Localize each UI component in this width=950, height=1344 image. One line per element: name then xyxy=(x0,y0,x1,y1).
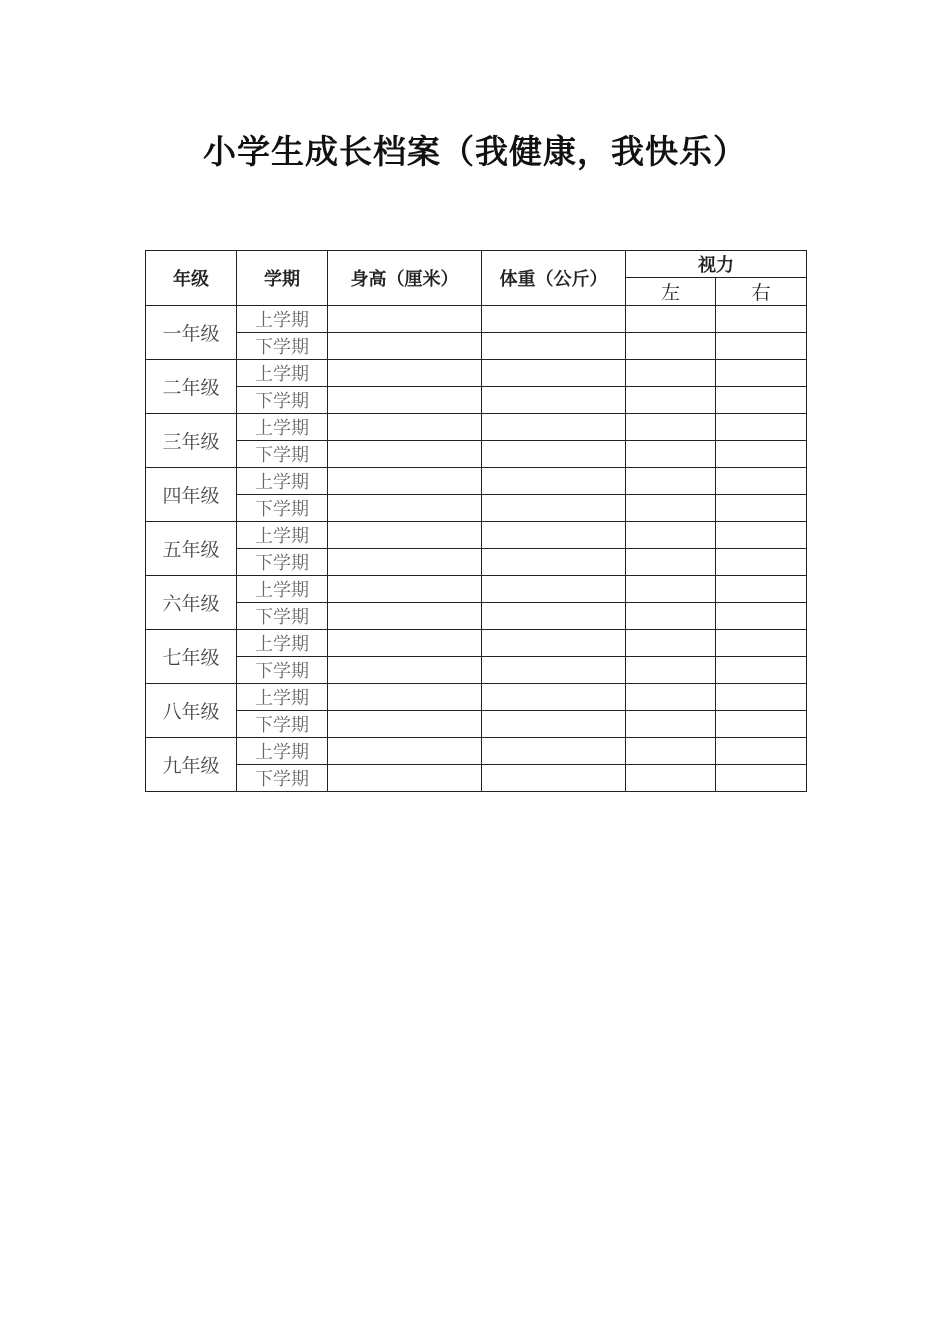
vision-left-cell[interactable] xyxy=(626,414,716,441)
weight-cell[interactable] xyxy=(482,306,626,333)
term-cell: 上学期 xyxy=(237,684,328,711)
height-cell[interactable] xyxy=(328,441,482,468)
grade-cell: 一年级 xyxy=(146,306,237,360)
growth-record-table xyxy=(145,250,807,792)
vision-left-cell[interactable] xyxy=(626,441,716,468)
grade-cell: 七年级 xyxy=(146,630,237,684)
term-cell: 下学期 xyxy=(237,657,328,684)
table-row xyxy=(146,387,807,414)
height-cell[interactable] xyxy=(328,468,482,495)
term-cell: 下学期 xyxy=(237,711,328,738)
weight-cell[interactable] xyxy=(482,414,626,441)
table-row xyxy=(146,603,807,630)
height-cell[interactable] xyxy=(328,603,482,630)
vision-right-cell[interactable] xyxy=(716,495,807,522)
vision-left-cell[interactable] xyxy=(626,711,716,738)
weight-cell[interactable] xyxy=(482,495,626,522)
weight-cell[interactable] xyxy=(482,387,626,414)
term-cell: 下学期 xyxy=(237,549,328,576)
grade-cell: 二年级 xyxy=(146,360,237,414)
table-row xyxy=(146,684,807,711)
table-row xyxy=(146,306,807,333)
header-term: 学期 xyxy=(237,251,328,306)
term-cell: 上学期 xyxy=(237,576,328,603)
vision-left-cell[interactable] xyxy=(626,603,716,630)
height-cell[interactable] xyxy=(328,414,482,441)
height-cell[interactable] xyxy=(328,738,482,765)
vision-left-cell[interactable] xyxy=(626,468,716,495)
table-row xyxy=(146,630,807,657)
vision-right-cell[interactable] xyxy=(716,306,807,333)
table-row xyxy=(146,657,807,684)
vision-left-cell[interactable] xyxy=(626,306,716,333)
vision-right-cell[interactable] xyxy=(716,576,807,603)
table-row xyxy=(146,414,807,441)
vision-right-cell[interactable] xyxy=(716,711,807,738)
weight-cell[interactable] xyxy=(482,765,626,792)
height-cell[interactable] xyxy=(328,522,482,549)
weight-cell[interactable] xyxy=(482,630,626,657)
vision-right-cell[interactable] xyxy=(716,738,807,765)
weight-cell[interactable] xyxy=(482,711,626,738)
weight-cell[interactable] xyxy=(482,684,626,711)
grade-cell: 三年级 xyxy=(146,414,237,468)
vision-right-cell[interactable] xyxy=(716,468,807,495)
vision-left-cell[interactable] xyxy=(626,576,716,603)
term-cell: 上学期 xyxy=(237,306,328,333)
weight-cell[interactable] xyxy=(482,522,626,549)
table-row xyxy=(146,441,807,468)
term-cell: 下学期 xyxy=(237,441,328,468)
table-row xyxy=(146,549,807,576)
term-cell: 下学期 xyxy=(237,333,328,360)
vision-left-cell[interactable] xyxy=(626,522,716,549)
table-row xyxy=(146,468,807,495)
vision-right-cell[interactable] xyxy=(716,414,807,441)
height-cell[interactable] xyxy=(328,765,482,792)
vision-right-cell[interactable] xyxy=(716,657,807,684)
height-cell[interactable] xyxy=(328,495,482,522)
table-row xyxy=(146,711,807,738)
vision-left-cell[interactable] xyxy=(626,657,716,684)
vision-right-cell[interactable] xyxy=(716,684,807,711)
vision-right-cell[interactable] xyxy=(716,387,807,414)
vision-left-cell[interactable] xyxy=(626,549,716,576)
grade-cell: 八年级 xyxy=(146,684,237,738)
term-cell: 下学期 xyxy=(237,603,328,630)
height-cell[interactable] xyxy=(328,333,482,360)
header-vision: 视力 xyxy=(626,251,807,278)
header-vision-left: 左 xyxy=(626,278,716,306)
table-row xyxy=(146,360,807,387)
height-cell[interactable] xyxy=(328,711,482,738)
table-row xyxy=(146,333,807,360)
term-cell: 上学期 xyxy=(237,738,328,765)
vision-right-cell[interactable] xyxy=(716,360,807,387)
term-cell: 下学期 xyxy=(237,495,328,522)
weight-cell[interactable] xyxy=(482,738,626,765)
weight-cell[interactable] xyxy=(482,576,626,603)
term-cell: 上学期 xyxy=(237,414,328,441)
height-cell[interactable] xyxy=(328,576,482,603)
height-cell[interactable] xyxy=(328,657,482,684)
vision-left-cell[interactable] xyxy=(626,765,716,792)
document-title: 小学生成长档案（我健康，我快乐） xyxy=(203,132,747,171)
vision-right-cell[interactable] xyxy=(716,441,807,468)
vision-right-cell[interactable] xyxy=(716,333,807,360)
header-height: 身高（厘米） xyxy=(328,251,482,306)
term-cell: 下学期 xyxy=(237,765,328,792)
table-row xyxy=(146,495,807,522)
vision-left-cell[interactable] xyxy=(626,738,716,765)
height-cell[interactable] xyxy=(328,360,482,387)
weight-cell[interactable] xyxy=(482,468,626,495)
vision-left-cell[interactable] xyxy=(626,333,716,360)
table-row xyxy=(146,576,807,603)
weight-cell[interactable] xyxy=(482,657,626,684)
header-grade: 年级 xyxy=(146,251,237,306)
vision-right-cell[interactable] xyxy=(716,630,807,657)
vision-right-cell[interactable] xyxy=(716,603,807,630)
height-cell[interactable] xyxy=(328,630,482,657)
table-row xyxy=(146,738,807,765)
height-cell[interactable] xyxy=(328,306,482,333)
height-cell[interactable] xyxy=(328,387,482,414)
term-cell: 上学期 xyxy=(237,468,328,495)
term-cell: 上学期 xyxy=(237,522,328,549)
weight-cell[interactable] xyxy=(482,333,626,360)
height-cell[interactable] xyxy=(328,549,482,576)
grade-cell: 五年级 xyxy=(146,522,237,576)
vision-right-cell[interactable] xyxy=(716,549,807,576)
vision-left-cell[interactable] xyxy=(626,630,716,657)
grade-cell: 四年级 xyxy=(146,468,237,522)
header-weight: 体重（公斤） xyxy=(482,251,626,306)
height-cell[interactable] xyxy=(328,684,482,711)
vision-left-cell[interactable] xyxy=(626,495,716,522)
grade-cell: 九年级 xyxy=(146,738,237,792)
weight-cell[interactable] xyxy=(482,360,626,387)
table-row xyxy=(146,765,807,792)
table-row xyxy=(146,522,807,549)
vision-left-cell[interactable] xyxy=(626,684,716,711)
term-cell: 上学期 xyxy=(237,630,328,657)
vision-left-cell[interactable] xyxy=(626,360,716,387)
term-cell: 下学期 xyxy=(237,387,328,414)
grade-cell: 六年级 xyxy=(146,576,237,630)
vision-right-cell[interactable] xyxy=(716,765,807,792)
term-cell: 上学期 xyxy=(237,360,328,387)
header-vision-right: 右 xyxy=(716,278,807,306)
weight-cell[interactable] xyxy=(482,441,626,468)
weight-cell[interactable] xyxy=(482,603,626,630)
weight-cell[interactable] xyxy=(482,549,626,576)
vision-right-cell[interactable] xyxy=(716,522,807,549)
vision-left-cell[interactable] xyxy=(626,387,716,414)
table-body xyxy=(146,306,807,792)
